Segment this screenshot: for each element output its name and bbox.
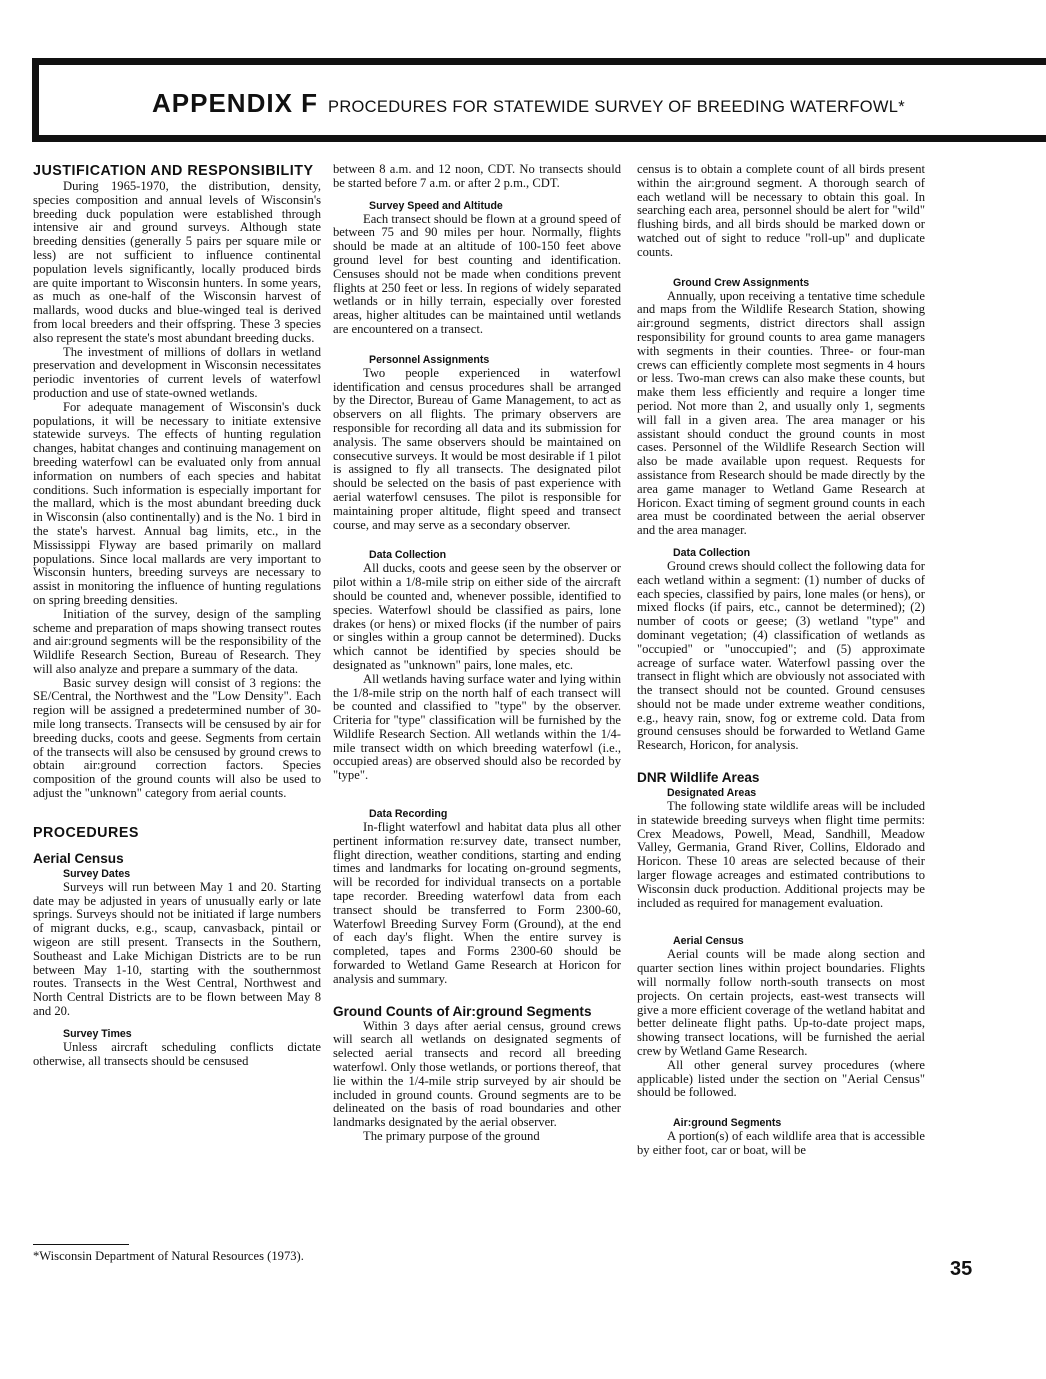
ground-crew-heading: Ground Crew Assignments bbox=[673, 276, 810, 289]
procedures-heading: PROCEDURES bbox=[33, 824, 139, 841]
appendix-title: PROCEDURES FOR STATEWIDE SURVEY OF BREEDING WATERFOWL* bbox=[328, 98, 905, 116]
ground-counts-heading: Ground Counts of Air:ground Segments bbox=[333, 1003, 592, 1019]
personnel-heading: Personnel Assignments bbox=[369, 353, 490, 366]
appendix-label: APPENDIX F bbox=[152, 88, 319, 118]
data-collection-heading: Data Collection bbox=[369, 549, 447, 562]
paragraph: Initiation of the survey, design of the sampling scheme and preparation of maps showing transect routes and air:ground segments will be the responsibility of the Wildlife Research Section, Bureau of Research. They will also analyze and prepare a summary of the data. bbox=[33, 606, 321, 676]
footnote: *Wisconsin Department of Natural Resources (1973). bbox=[33, 1249, 304, 1263]
data-recording-heading: Data Recording bbox=[369, 808, 448, 821]
survey-times-heading: Survey Times bbox=[63, 1027, 132, 1040]
dnr-wildlife-areas-heading: DNR Wildlife Areas bbox=[637, 770, 760, 786]
paragraph: All other general survey procedures (where applicable) listed under the section on "Aerial Census" should be followed. bbox=[637, 1057, 925, 1100]
column-3 bbox=[637, 163, 925, 1158]
paragraph: Ground crews should collect the following data for each wetland within a segment: (1) number of ducks of each species, classified by pairs, lone males (or hens), or mixed flocks (if pairs, etc., cannot be determined); (2) number of coots or geese; (3) wetland "type" and dominant vegetation; (4) classification of wetlands as "occupied" or "unoccupied"; and (5) approximate acreage of surface water. Waterfowl passing over the transect in flight which are obviously not associated with the transect should not be counted. Ground censuses should not be made under extreme weather conditions, e.g., heavy rain, snow, fog or extreme cold. Data from ground censuses should be forwarded to Wetland Game Research, Horicon, for analysis. bbox=[637, 558, 925, 753]
column-1 bbox=[33, 163, 321, 1068]
paragraph: Two people experienced in waterfowl identification and census procedures shall be arranged by the Director, Bureau of Game Management, to act as observers on all flights. The primary observers are responsible for recording all data and its submission for analysis. The same observers should be maintained on consecutive surveys. It would be most desirable if 1 pilot is assigned to fly all transects. The designated pilot should be selected on the basis of past experience with aerial waterfowl censuses. The pilot is responsible for maintaining proper altitude, flight speed and transect course, and may serve as a secondary observer. bbox=[333, 365, 621, 532]
paragraph: between 8 a.m. and 12 noon, CDT. No transects should be started before 7 a.m. or after 2 p.m., CDT. bbox=[333, 162, 621, 190]
aerial-census-heading-2: Aerial Census bbox=[673, 935, 744, 948]
paragraph: Basic survey design will consist of 3 regions: the SE/Central, the Northwest and the "Low Density". Each region will be assigned a predetermined number of 30-mile long transects. Transects will be censused by air for breeding ducks, coots and geese. Segments from certain of the transects will also be censused by ground crews to obtain air:ground correction factors. Species composition of the ground counts will also be used to adjust the "unknown" category from aerial counts. bbox=[33, 675, 321, 801]
paragraph: All ducks, coots and geese seen by the observer or pilot within a 1/8-mile strip on either side of the aircraft should be counted and, whenever possible, identified to species. Waterfowl should be classified as pairs, lone drakes (or hens) or mixed flocks (if the number of pairs or singles within a group cannot be determined). Ducks which cannot be identified by species should be designated as "unknown" pairs, lone males, etc. bbox=[333, 561, 621, 672]
page-header bbox=[152, 88, 905, 119]
paragraph: Within 3 days after aerial census, ground crews will search all wetlands on designated segments of selected aerial transects and record all breeding waterfowl. Only those wetlands, or portions thereof, that lie within the 1/4-mile strip surveyed by air should be included in ground counts. Ground segments are to be delineated on the basis of road boundaries and other landmarks designated by the aerial observer. bbox=[333, 1018, 621, 1130]
paragraph: During 1965-1970, the distribution, density, species composition and annual levels of Wisconsin's breeding duck population were established through intensive air and ground surveys. Although state breeding densities (generally 5 pairs per square mile or less) are not sufficient to influence continental population levels significantly, locally produced birds are quite important to Wisconsin hunters. In some years, as much as one-half of the Wisconsin harvest of mallards, wood ducks and blue-winged teal is derived from local breeders and their offspring. These 3 species also represent the state's most abundant breeding ducks. bbox=[33, 179, 321, 345]
air-ground-segments-heading: Air:ground Segments bbox=[673, 1117, 782, 1130]
paragraph: census is to obtain a complete count of all birds present within the air:ground segment. A thorough search of each wetland will be necessary to obtain this goal. In searching each area, personnel should be alert for "wild" flushing birds, and all birds should be marked down or watched out of sight to reduce "roll-up" and duplicate counts. bbox=[637, 162, 925, 259]
paragraph: The following state wildlife areas will be included in statewide breeding surveys when flight time permits: Crex Meadows, Powell, Mead, Sandhill, Meadow Valley, Germania, Grand River, Collins, Eldorado and Horicon. These 10 areas are selected because of their larger flowage acreages and estimated contributions to Wisconsin duck production. Additional projects may be included as required for management evaluation. bbox=[637, 799, 925, 910]
paragraph: A portion(s) of each wildlife area that is accessible by either foot, car or boat, will be bbox=[637, 1129, 925, 1158]
paragraph: Annually, upon receiving a tentative time schedule and maps from the Wildlife Research Station, showing air:ground segments, district directors shall assign responsibility for ground counts to area game managers with segments in their counties. Three- or four-man crews can efficiently complete most segments in 4 hours or less. Two-man crews can also make these counts, but make them less efficiently and require a longer time period. Not more than 2, and usually only 1, segments will fall in a given area. The area manager or his assistant should conduct the ground counts in most cases. Personnel of the Wildlife Research Section will also be made available upon request. Requests for assistance from Research should be made directly by the area game manager to Wetland Game Research at Horicon. Exact timing of segment ground counts in each area must be coordinated between the aerial observer and the area manager. bbox=[637, 288, 925, 538]
column-2 bbox=[333, 163, 621, 1144]
paragraph: In-flight waterfowl and habitat data plus all other pertinent information re:survey date, transect number, flight direction, weather conditions, starting and ending times and landmarks for locating on-ground segments, will be recorded for individual transects on a portable tape recorder. Breeding waterfowl data from each transect should be transferred to Form 2300-60, Waterfowl Breeding Survey Form (Ground), at the end of each day's flight. When the entire survey is completed, tapes and Forms 2300-60 should be forwarded to Wetland Game Research at Horicon for analysis and summary. bbox=[333, 820, 621, 986]
paragraph: For adequate management of Wisconsin's duck populations, it will be necessary to initiate extensive statewide surveys. The effects of hunting regulation changes, habitat changes and continuing management on breeding waterfowl can be evaluated only from annual information on numbers of each species and habitat conditions. Such information is especially important for the mallard, which is the most abundant breeding duck in Wisconsin (also continentally) and is the No. 1 bird in the state's harvest. Annual bag limits, etc., in the Mississippi Flyway are based primarily on mallard populations. Since local mallards are very important to Wisconsin hunters, breeding surveys are necessary to assist in monitoring the influence of hunting regulations on spring breeding densities. bbox=[33, 399, 321, 607]
aerial-census-heading: Aerial Census bbox=[33, 850, 124, 866]
data-collection-heading-2: Data Collection bbox=[673, 546, 751, 559]
paragraph: Aerial counts will be made along section and quarter section lines within project boundaries. Flights will normally follow north-south transects on most projects. On certain projects, east-west transects will give a more efficient coverage of the wetland habitat and better delineate flight paths. Up-to-date project maps, showing transect locations, will be furnished the aerial crew by Wetland Game Research. bbox=[637, 947, 925, 1059]
designated-areas-heading: Designated Areas bbox=[667, 787, 757, 800]
paragraph: All wetlands having surface water and lying within the 1/8-mile strip on the north half of each transect will be counted and classified to "type" by the observer. Criteria for "type" classification will be furnished by the Wildlife Research Section. All wetlands within the 1/4-mile transect width on which breeding waterfowl (i.e., occupied areas) are observed should also be recorded by "type". bbox=[333, 671, 621, 783]
footnote-rule bbox=[33, 1244, 129, 1245]
page-number: 35 bbox=[950, 1258, 973, 1280]
speed-altitude-heading: Survey Speed and Altitude bbox=[369, 199, 503, 212]
paragraph: The investment of millions of dollars in wetland preservation and development in Wisconsin necessitates periodic inventories of current levels of waterfowl production and use of state-owned wetlands. bbox=[33, 344, 321, 400]
paragraph: Surveys will run between May 1 and 20. Starting date may be adjusted in years of unusually early or late springs. Surveys should not be initiated if large numbers of migrant ducks, e.g., scaup, canvasback, pintail or wigeon are still present. Transects in the Southern, Southeast and Lake Michigan Districts are to be run between May 1-10, starting with the southernmost routes. Transects in the West Central, Northwest and North Central Districts are to be flown between May 8 and 20. bbox=[33, 879, 321, 1019]
paragraph: The primary purpose of the ground bbox=[363, 1129, 540, 1144]
justification-heading: JUSTIFICATION AND RESPONSIBILITY bbox=[33, 163, 314, 179]
paragraph: Unless aircraft scheduling conflicts dictate otherwise, all transects should be censused bbox=[33, 1039, 321, 1068]
paragraph: Each transect should be flown at a ground speed of between 75 and 90 miles per hour. Normally, flights should be made at an altitude of 100-150 feet above ground level for best counting and identification. Censuses should not be made when conditions prevent flights at 250 feet or less. In regions of widely separated wetlands or in hilly terrain, especially over forested areas, higher altitudes can be maintained until wetlands are encountered on a transect. bbox=[333, 211, 621, 336]
survey-dates-heading: Survey Dates bbox=[63, 867, 131, 880]
